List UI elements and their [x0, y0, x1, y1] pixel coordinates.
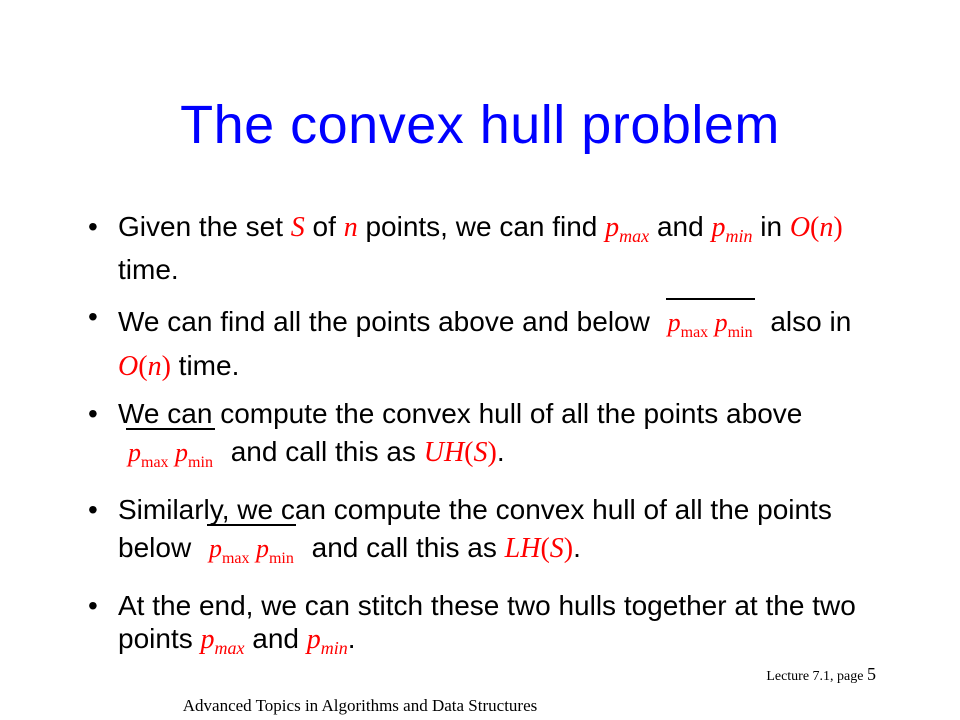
p-max-symbol: $p_{max}$ [200, 624, 245, 658]
page-number-footer [766, 664, 876, 685]
bullet-item-2: • We can find all the points above and below $p_{max}$ $p_{min}$ also in O(n) time. [88, 301, 852, 382]
p-min-symbol: $p_{min}$ [306, 624, 348, 658]
bullet-dot: • [88, 211, 98, 242]
segment-pmax-pmin: $p_{max}$ $p_{min}$ [124, 430, 217, 479]
bullet-dot: • [88, 590, 98, 621]
lh-symbol: LH [504, 533, 541, 564]
p-max-symbol: $p_{max}$ [605, 212, 650, 246]
bullet-item-1: • Given the set S of n points, we can find $p_{max}$ and $p_{min}$ in O(n) time. [88, 211, 843, 285]
segment-pmax-pmin: $p_{max}$ $p_{min}$ [664, 300, 757, 349]
page-number: 5 [867, 664, 876, 684]
bullet-dot: • [88, 398, 98, 429]
slide-title: The convex hull problem [180, 95, 780, 155]
uh-symbol: UH [423, 437, 465, 468]
segment-pmax-pmin: $p_{max}$ $p_{min}$ [205, 526, 298, 575]
p-min-symbol: $p_{min}$ [711, 212, 753, 246]
bullet-item-4: • Similarly, we can compute the convex hull of all the points below $p_{max}$ $p_{min}$ and call this as LH(S). [88, 493, 888, 575]
bullet-list [88, 210, 888, 679]
bullet-item-3: • We can compute the convex hull of all the points above $p_{max}$ $p_{min}$ and call this as UH(S). [88, 397, 888, 479]
bullet-dot: • [88, 301, 98, 332]
course-footer: Advanced Topics in Algorithms and Data Structures [182, 696, 538, 715]
bullet-item-5: • At the end, we can stitch these two hulls together at the two points $p_{max}$ and $p_{min}$. [88, 590, 856, 658]
bullet-dot: • [88, 494, 98, 525]
lecture-label: Lecture 7.1, page [766, 669, 864, 684]
